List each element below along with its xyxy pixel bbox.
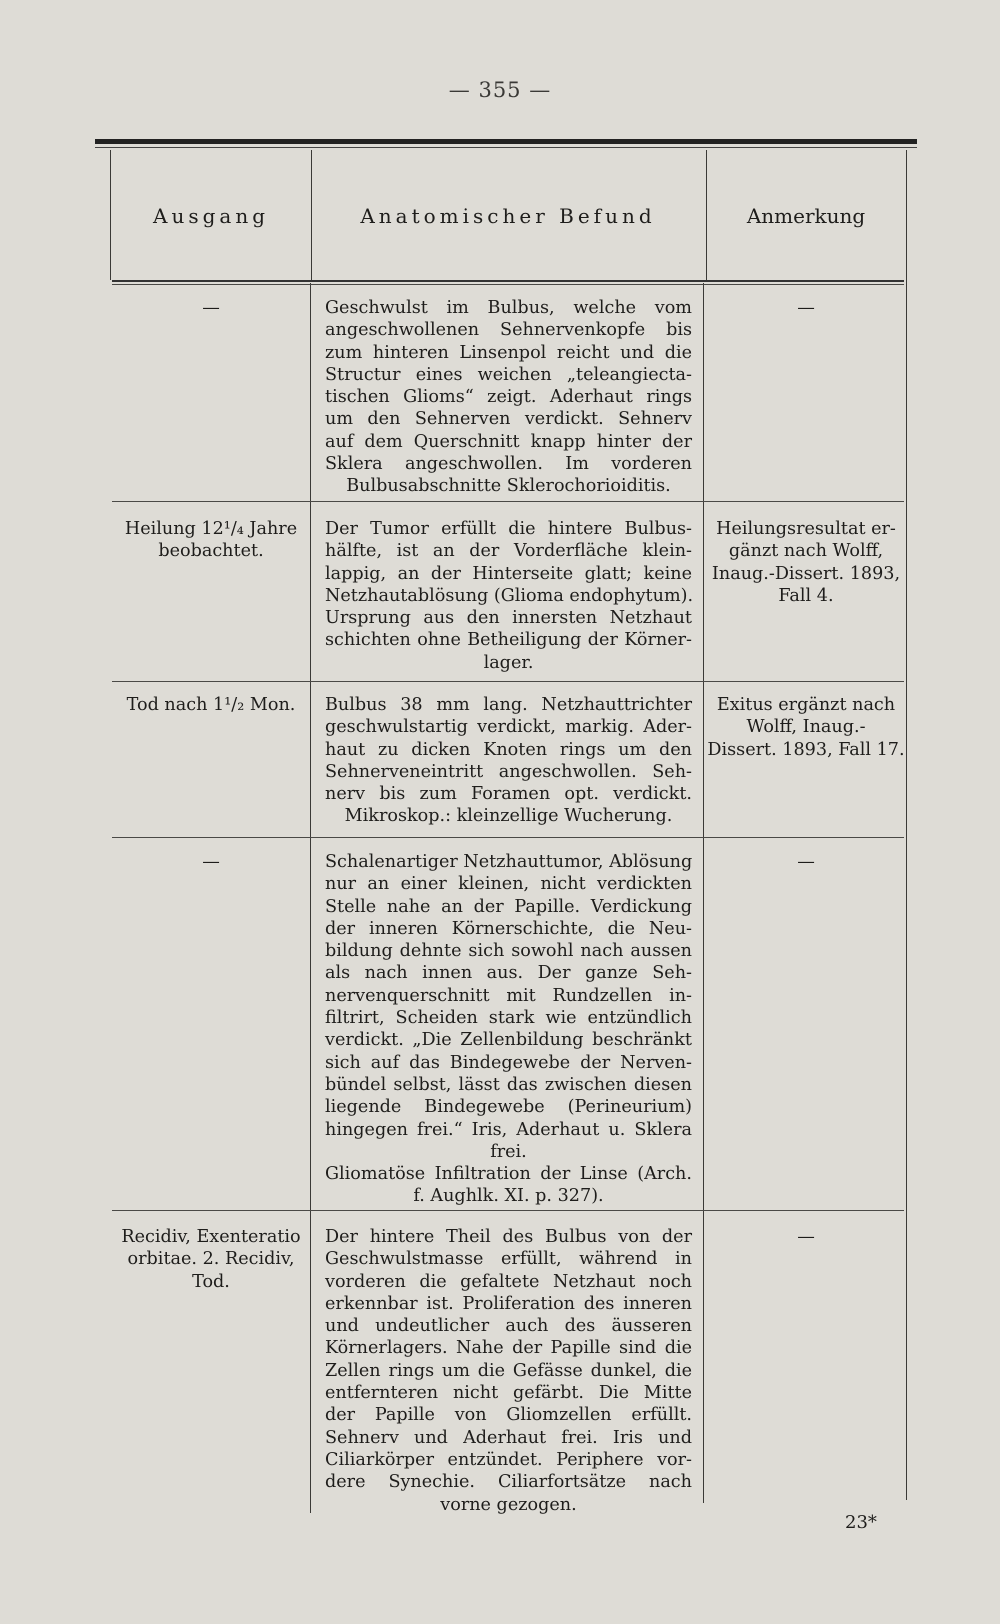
row-2-finding: Der Tumor erfüllt die hintere Bulbus- hälfte, ist an der Vorderfläche klein- lappig, an der Hinterseite glatt; keine Netzhautablösung (Glioma endophytum). Ursprung aus den innersten Netzhaut schichten ohne Betheiligung der Körner- lager. (325, 519, 694, 673)
row-4-outcome: — (202, 852, 220, 872)
header-finding: Anatomischer Befund (360, 204, 656, 228)
row-separator-2 (112, 681, 904, 682)
row-3-outcome: Tod nach 1¹/₂ Mon. (126, 695, 296, 715)
header-note: Anmerkung (746, 204, 866, 228)
top-rule-thin (95, 147, 917, 148)
row-4-note: — (797, 852, 815, 872)
row-5-note: — (797, 1227, 815, 1247)
row-4-finding: Schalenartiger Netzhauttumor, Ablösung nur an einer kleinen, nicht verdickten Stelle nahe an der Papille. Verdickung der inneren Körnerschichte, die Neu- bildung dehnte sich sowohl nach aussen als nach innen aus. Der ganze Seh- nervenquerschnitt mit Rundzellen in- filtrirt, Scheiden stark wie entzündlich verdickt. „Die Zellenbildung beschränkt sich auf das Bindegewebe der Nerven- bündel selbst, lässt das zwischen diesen liegende Bindegewebe (Perineurium) hingegen frei.“ Iris, Aderhaut u. Sklera frei. Gliomatöse Infiltration der Linse (Arch. f. Aughlk. XI. p. 327). (325, 852, 693, 1207)
signature-mark: 23* (845, 1512, 877, 1533)
row-1-outcome: — (202, 298, 220, 318)
row-1-finding: Geschwulst im Bulbus, welche vom angeschwollenen Sehnervenkopfe bis zum hinteren Linsenpol reicht und die Structur eines weichen „teleangiecta- tischen Glioms“ zeigt. Aderhaut rings um den Sehnerven verdickt. Sehnerv auf dem Querschnitt knapp hinter der Sklera angeschwollen. Im vorderen Bulbusabschnitte Sklerochorioiditis. (325, 298, 692, 497)
row-separator-4 (112, 1210, 904, 1211)
page-number: — 355 — (448, 78, 552, 102)
row-3-note: Exitus ergänzt nach Wolff, Inaug.- Dissert. 1893, Fall 17. (707, 695, 905, 760)
row-1-note: — (797, 298, 815, 318)
header-outcome: Ausgang (153, 204, 269, 228)
row-5-finding: Der hintere Theil des Bulbus von der Geschwulstmasse erfüllt, während in vorderen die gefaltete Netzhaut noch erkennbar ist. Proliferation des inneren und undeutlicher auch des äusseren Körnerlagers. Nahe der Papille sind die Zellen rings um die Gefässe dunkel, die entfernteren nicht gefärbt. Die Mitte der Papille von Gliomzellen erfüllt. Sehnerv und Aderhaut frei. Iris und Ciliarkörper entzündet. Periphere vor- dere Synechie. Ciliarfortsätze nach vorne gezogen. (325, 1227, 692, 1515)
row-separator-3 (112, 837, 904, 838)
row-separator-1 (112, 501, 904, 502)
header-rule-2 (112, 284, 904, 285)
row-2-outcome: Heilung 12¹/₄ Jahre beobachtet. (124, 519, 298, 562)
row-2-note: Heilungsresultat er- gänzt nach Wolff, Inaug.-Dissert. 1893, Fall 4. (711, 519, 901, 606)
column-divider-1 (310, 283, 311, 1513)
column-divider-2 (703, 283, 704, 1503)
column-divider-right (906, 150, 907, 1500)
header-rule (112, 280, 904, 282)
column-divider-left (110, 150, 111, 280)
top-rule-thick (95, 139, 917, 144)
row-5-outcome: Recidiv, Exenteratio orbitae. 2. Recidiv, Tod. (121, 1227, 301, 1292)
row-3-finding: Bulbus 38 mm lang. Netzhauttrichter geschwulstartig verdickt, markig. Ader- haut zu dicken Knoten rings um den Sehnerveneintritt angeschwollen. Seh- nerv bis zum Foramen opt. verdickt. Mikroskop.: kleinzellige Wucherung. (325, 695, 692, 827)
